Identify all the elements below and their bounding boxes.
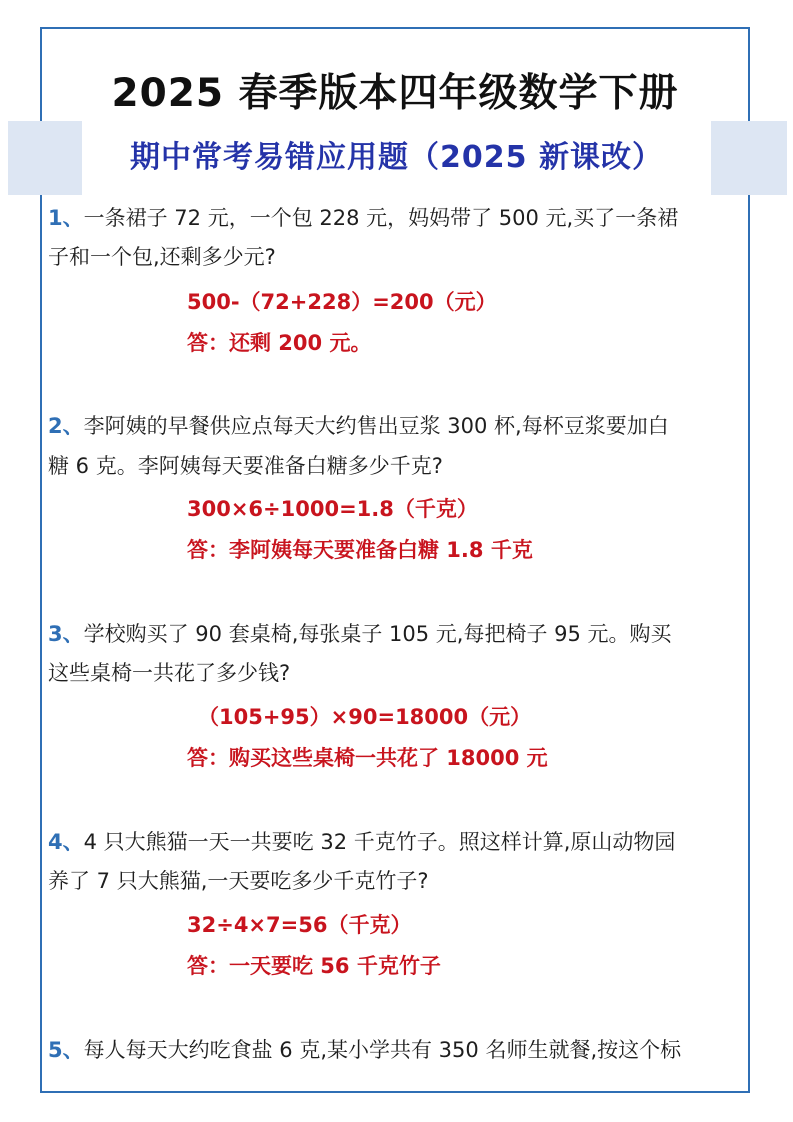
question-2-line-2: 糖 6 克。李阿姨每天要准备白糖多少千克? (48, 454, 443, 478)
question-number: 5、 (48, 1038, 84, 1062)
question-3-line-1 (48, 617, 748, 652)
question-number: 2、 (48, 414, 84, 438)
question-text: 4 只大熊猫一天一共要吃 32 千克竹子。照这样计算,原山动物园 (83, 830, 676, 854)
question-text: 学校购买了 90 套桌椅,每张桌子 105 元,每把椅子 95 元。购买 (83, 622, 672, 646)
question-4-line-1 (48, 825, 748, 860)
question-1-formula: 500-（72+228）=200（元） (187, 290, 497, 314)
question-2-answer: 答：李阿姨每天要准备白糖 1.8 千克 (187, 538, 533, 562)
question-text: 一条裙子 72 元，一个包 228 元，妈妈带了 500 元,买了一条裙 (83, 206, 679, 230)
question-3-line-2: 这些桌椅一共花了多少钱? (48, 661, 291, 685)
question-3-formula: （105+95）×90=18000（元） (198, 705, 532, 729)
question-4-line-2: 养了 7 只大熊猫,一天要吃多少千克竹子? (48, 869, 429, 893)
header-band-left (8, 121, 82, 195)
header-band-right (711, 121, 787, 195)
question-2-line-1 (48, 409, 748, 444)
question-3-answer: 答：购买这些桌椅一共花了 18000 元 (187, 746, 548, 770)
page-subtitle: 期中常考易错应用题（2025 新课改） (130, 140, 663, 175)
question-4-answer: 答：一天要吃 56 千克竹子 (187, 954, 441, 978)
question-1-line-2: 子和一个包,还剩多少元? (48, 245, 276, 269)
question-text: 李阿姨的早餐供应点每天大约售出豆浆 300 杯,每杯豆浆要加白 (83, 414, 669, 438)
question-1-answer: 答：还剩 200 元。 (187, 331, 372, 355)
page-title: 2025 春季版本四年级数学下册 (111, 71, 679, 116)
question-5-line-1 (48, 1033, 748, 1068)
question-number: 3、 (48, 622, 84, 646)
question-text: 每人每天大约吃食盐 6 克,某小学共有 350 名师生就餐,按这个标 (83, 1038, 682, 1062)
question-2-formula: 300×6÷1000=1.8（千克） (187, 497, 478, 521)
question-number: 1、 (48, 206, 84, 230)
question-1-line-1 (48, 201, 748, 236)
question-number: 4、 (48, 830, 84, 854)
question-4-formula: 32÷4×7=56（千克） (187, 913, 412, 937)
